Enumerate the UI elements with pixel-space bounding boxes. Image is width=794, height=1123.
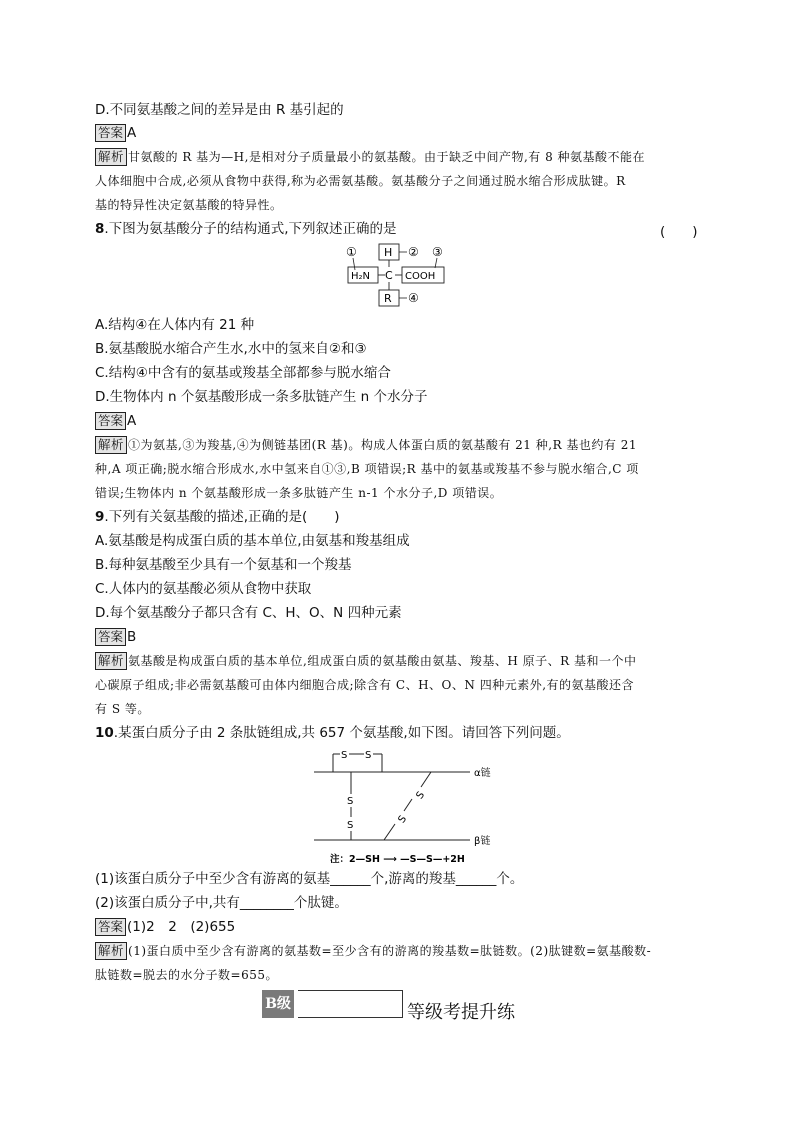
question-number: 10 xyxy=(95,725,114,741)
q8-option-c: C.结构④中含有的氨基或羧基全部都参与脱水缩合 xyxy=(95,365,391,381)
q10-explanation-line-1: 解析 (1)蛋白质中至少含有游离的氨基数=至少含有的游离的羧基数=肽链数。(2)肽键数=氨基酸数- xyxy=(95,942,651,960)
q8-explanation-line-1: 解析 ①为氨基,③为羧基,④为侧链基团(R 基)。构成人体蛋白质的氨基酸有 21 种,R 基也约有 21 xyxy=(95,436,637,454)
bridge-s-2: S xyxy=(365,750,372,761)
carbon-text: C xyxy=(385,269,393,282)
q10-stem: 10.某蛋白质分子由 2 条肽链组成,共 657 个氨基酸,如下图。请回答下列问题。 xyxy=(95,725,570,741)
answer-value: B xyxy=(127,629,137,645)
r-text: R xyxy=(384,292,392,305)
q10-sub-question-1: (1)该蛋白质分子中至少含有游离的氨基______个,游离的羧基______个。 xyxy=(95,871,524,887)
nh2-text: H₂N xyxy=(351,271,371,282)
q10-explanation-line-2: 肽链数=脱去的水分子数=655。 xyxy=(95,968,279,982)
label-3: ③ xyxy=(432,245,443,259)
figure-note: 注：2—SH ⟶ —S—S—+2H xyxy=(330,854,465,865)
q9-stem: 9.下列有关氨基酸的描述,正确的是( ) xyxy=(95,509,340,525)
bridge-s-1: S xyxy=(341,750,348,761)
answer-value: A xyxy=(127,125,137,141)
label-1: ① xyxy=(346,245,357,259)
explanation-tag: 解析 xyxy=(95,652,127,670)
beta-chain-label: β链 xyxy=(474,836,491,847)
bridge-s-6: S xyxy=(396,813,410,826)
q9-answer xyxy=(95,628,136,646)
q7-explanation-line-2: 人体细胞中合成,必须从食物中获得,称为必需氨基酸。氨基酸分子之间通过脱水缩合形成肽键。R xyxy=(95,174,626,188)
label-2: ② xyxy=(408,245,419,259)
q8-answer xyxy=(95,412,136,430)
bridge-s-5: S xyxy=(414,789,428,802)
q8-explanation-line-3: 错误;生物体内 n 个氨基酸形成一条多肽链产生 n-1 个水分子,D 项错误。 xyxy=(95,486,503,500)
q9-option-d: D.每个氨基酸分子都只含有 C、H、O、N 四种元素 xyxy=(95,605,402,621)
answer-tag: 答案 xyxy=(95,412,126,430)
q9-explanation-line-3: 有 S 等。 xyxy=(95,702,150,716)
label-1-pointer xyxy=(353,258,355,270)
question-number: 8 xyxy=(95,221,105,237)
q9-option-b: B.每种氨基酸至少具有一个氨基和一个羧基 xyxy=(95,557,352,573)
explanation-tag: 解析 xyxy=(95,436,127,454)
q9-option-c: C.人体内的氨基酸必须从食物中获取 xyxy=(95,581,312,597)
alpha-chain-label: α链 xyxy=(474,768,491,779)
cooh-text: COOH xyxy=(405,271,436,282)
answer-tag: 答案 xyxy=(95,628,126,646)
q8-explanation-line-2: 种,A 项正确;脱水缩合形成水,水中氢来自①③,B 项错误;R 基中的氨基或羧基不参与脱水缩合,C 项 xyxy=(95,462,639,476)
q8-stem: 8.下图为氨基酸分子的结构通式,下列叙述正确的是 xyxy=(95,221,397,237)
q7-explanation-line-1: 解析 甘氨酸的 R 基为—H,是相对分子质量最小的氨基酸。由于缺乏中间产物,有 8 种氨基酸不能在 xyxy=(95,148,645,166)
q9-explanation-line-1: 解析 氨基酸是构成蛋白质的基本单位,组成蛋白质的氨基酸由氨基、羧基、H 原子、R 基和一个中 xyxy=(95,652,636,670)
answer-tag: 答案 xyxy=(95,918,126,936)
label-4: ④ xyxy=(408,291,419,305)
q7-explanation-line-3: 基的特异性决定氨基酸的特异性。 xyxy=(95,198,283,212)
section-title: 等级考提升练 xyxy=(407,1002,515,1023)
q10-sub-question-2: (2)该蛋白质分子中,共有________个肽键。 xyxy=(95,895,348,911)
q8-option-b: B.氨基酸脱水缩合产生水,水中的氢来自②和③ xyxy=(95,341,367,357)
bridge-s-3: S xyxy=(347,796,354,807)
q9-option-a: A.氨基酸是构成蛋白质的基本单位,由氨基和羧基组成 xyxy=(95,533,410,549)
explanation-tag: 解析 xyxy=(95,148,127,166)
bridge-s-4: S xyxy=(347,820,354,831)
question-number: 9 xyxy=(95,509,105,525)
h-text: H xyxy=(384,246,393,259)
protein-chain-figure xyxy=(300,742,520,868)
answer-value: (1)2 2 (2)655 xyxy=(127,919,236,935)
answer-value: A xyxy=(127,413,137,429)
section-underline-box xyxy=(298,990,403,1018)
q7-answer xyxy=(95,124,136,142)
q7-option-d: D.不同氨基酸之间的差异是由 R 基引起的 xyxy=(95,102,344,118)
answer-tag: 答案 xyxy=(95,124,126,142)
q8-option-d: D.生物体内 n 个氨基酸形成一条多肽链产生 n 个水分子 xyxy=(95,389,428,405)
q10-answer xyxy=(95,918,235,936)
section-level-badge: B级 xyxy=(262,990,294,1018)
q9-explanation-line-2: 心碳原子组成;非必需氨基酸可由体内细胞合成;除含有 C、H、O、N 四种元素外,有的氨基酸还含 xyxy=(95,678,635,692)
explanation-tag: 解析 xyxy=(95,942,127,960)
amino-acid-structure-figure xyxy=(340,240,470,312)
q8-answer-paren: ( ) xyxy=(660,224,698,240)
q8-option-a: A.结构④在人体内有 21 种 xyxy=(95,317,255,333)
